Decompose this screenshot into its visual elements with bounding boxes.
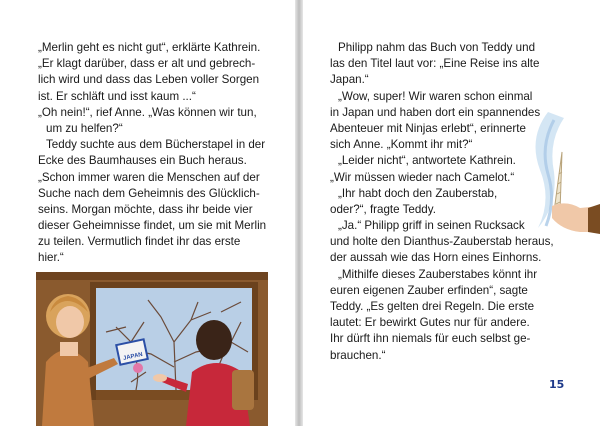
text-line: Ihr dürft ihn niemals für euch selbst ge- (330, 332, 531, 346)
text-line: „Leider nicht“, antwortete Kathrein. (338, 154, 516, 168)
text-line: Teddy suchte aus dem Bücherstapel in der (46, 138, 266, 152)
text-line: „Ihr habt doch den Zauberstab, (338, 186, 498, 200)
text-line: ist. Er schläft und isst kaum ...“ (38, 89, 196, 103)
wand-illustration (518, 108, 600, 240)
text-line: Suche nach dem Geheimnis des Glücklich- (38, 186, 260, 200)
treehouse-illustration (36, 272, 268, 426)
text-line: „Ja.“ Philipp griff in seinen Rucksack (338, 219, 525, 233)
text-line: „Wir müssen wieder nach Camelot.“ (330, 170, 515, 184)
text-line: „Er klagt darüber, dass er alt und gebrech- (38, 57, 256, 71)
text-line: euren eigenen Zauber erfinden“, sagte (330, 283, 528, 297)
page-number: 15 (549, 378, 565, 391)
text-line: Ecke des Baumhauses ein Buch heraus. (38, 154, 247, 168)
book-gutter (295, 0, 303, 426)
text-line: sich Anne. „Kommt ihr mit?“ (330, 138, 473, 152)
text-line: Philipp nahm das Buch von Teddy und (338, 41, 536, 54)
text-line: oder?“, fragte Teddy. (330, 202, 436, 216)
text-line: „Schon immer waren die Menschen auf der (38, 170, 260, 184)
left-page-text (38, 40, 266, 267)
text-line: Abenteuer mit Ninjas erlebt“, erinnerte (330, 121, 526, 135)
text-line: lich wird und dass das Leben voller Sorgen (38, 73, 260, 87)
text-line: zu teilen. Vermutlich findet ihr das erste (38, 235, 241, 249)
text-line: „Mithilfe dieses Zauberstabes könnt ihr (338, 267, 538, 281)
text-line: und holte den Dianthus-Zauberstab heraus, (330, 235, 554, 249)
text-line: in Japan und haben dort ein spannendes (330, 105, 541, 119)
text-line: Teddy. „Es gelten drei Regeln. Die erste (330, 300, 535, 313)
text-line: „Oh nein!“, rief Anne. „Was können wir tun, (38, 105, 257, 119)
text-line: hier.“ (38, 251, 64, 265)
text-line: dieser Geheimnisse findet, um sie mit Merlin (38, 219, 267, 233)
text-line: „Merlin geht es nicht gut“, erklärte Kathrein. (38, 41, 261, 54)
text-line: Japan.“ (330, 73, 369, 87)
text-line: brauchen.“ (330, 348, 386, 362)
text-line: „Wow, super! Wir waren schon einmal (338, 89, 533, 103)
text-line: seins. Morgan möchte, dass ihr beide vier (38, 202, 253, 216)
text-line: der aussah wie das Horn eines Einhorns. (330, 251, 542, 265)
text-line: lautet: Er bewirkt Gutes nur für andere. (330, 316, 530, 330)
book-cover-text: JAPAN (122, 351, 144, 362)
text-line: las den Titel laut vor: „Eine Reise ins alte (330, 57, 540, 71)
text-line: um zu helfen?“ (46, 121, 123, 135)
